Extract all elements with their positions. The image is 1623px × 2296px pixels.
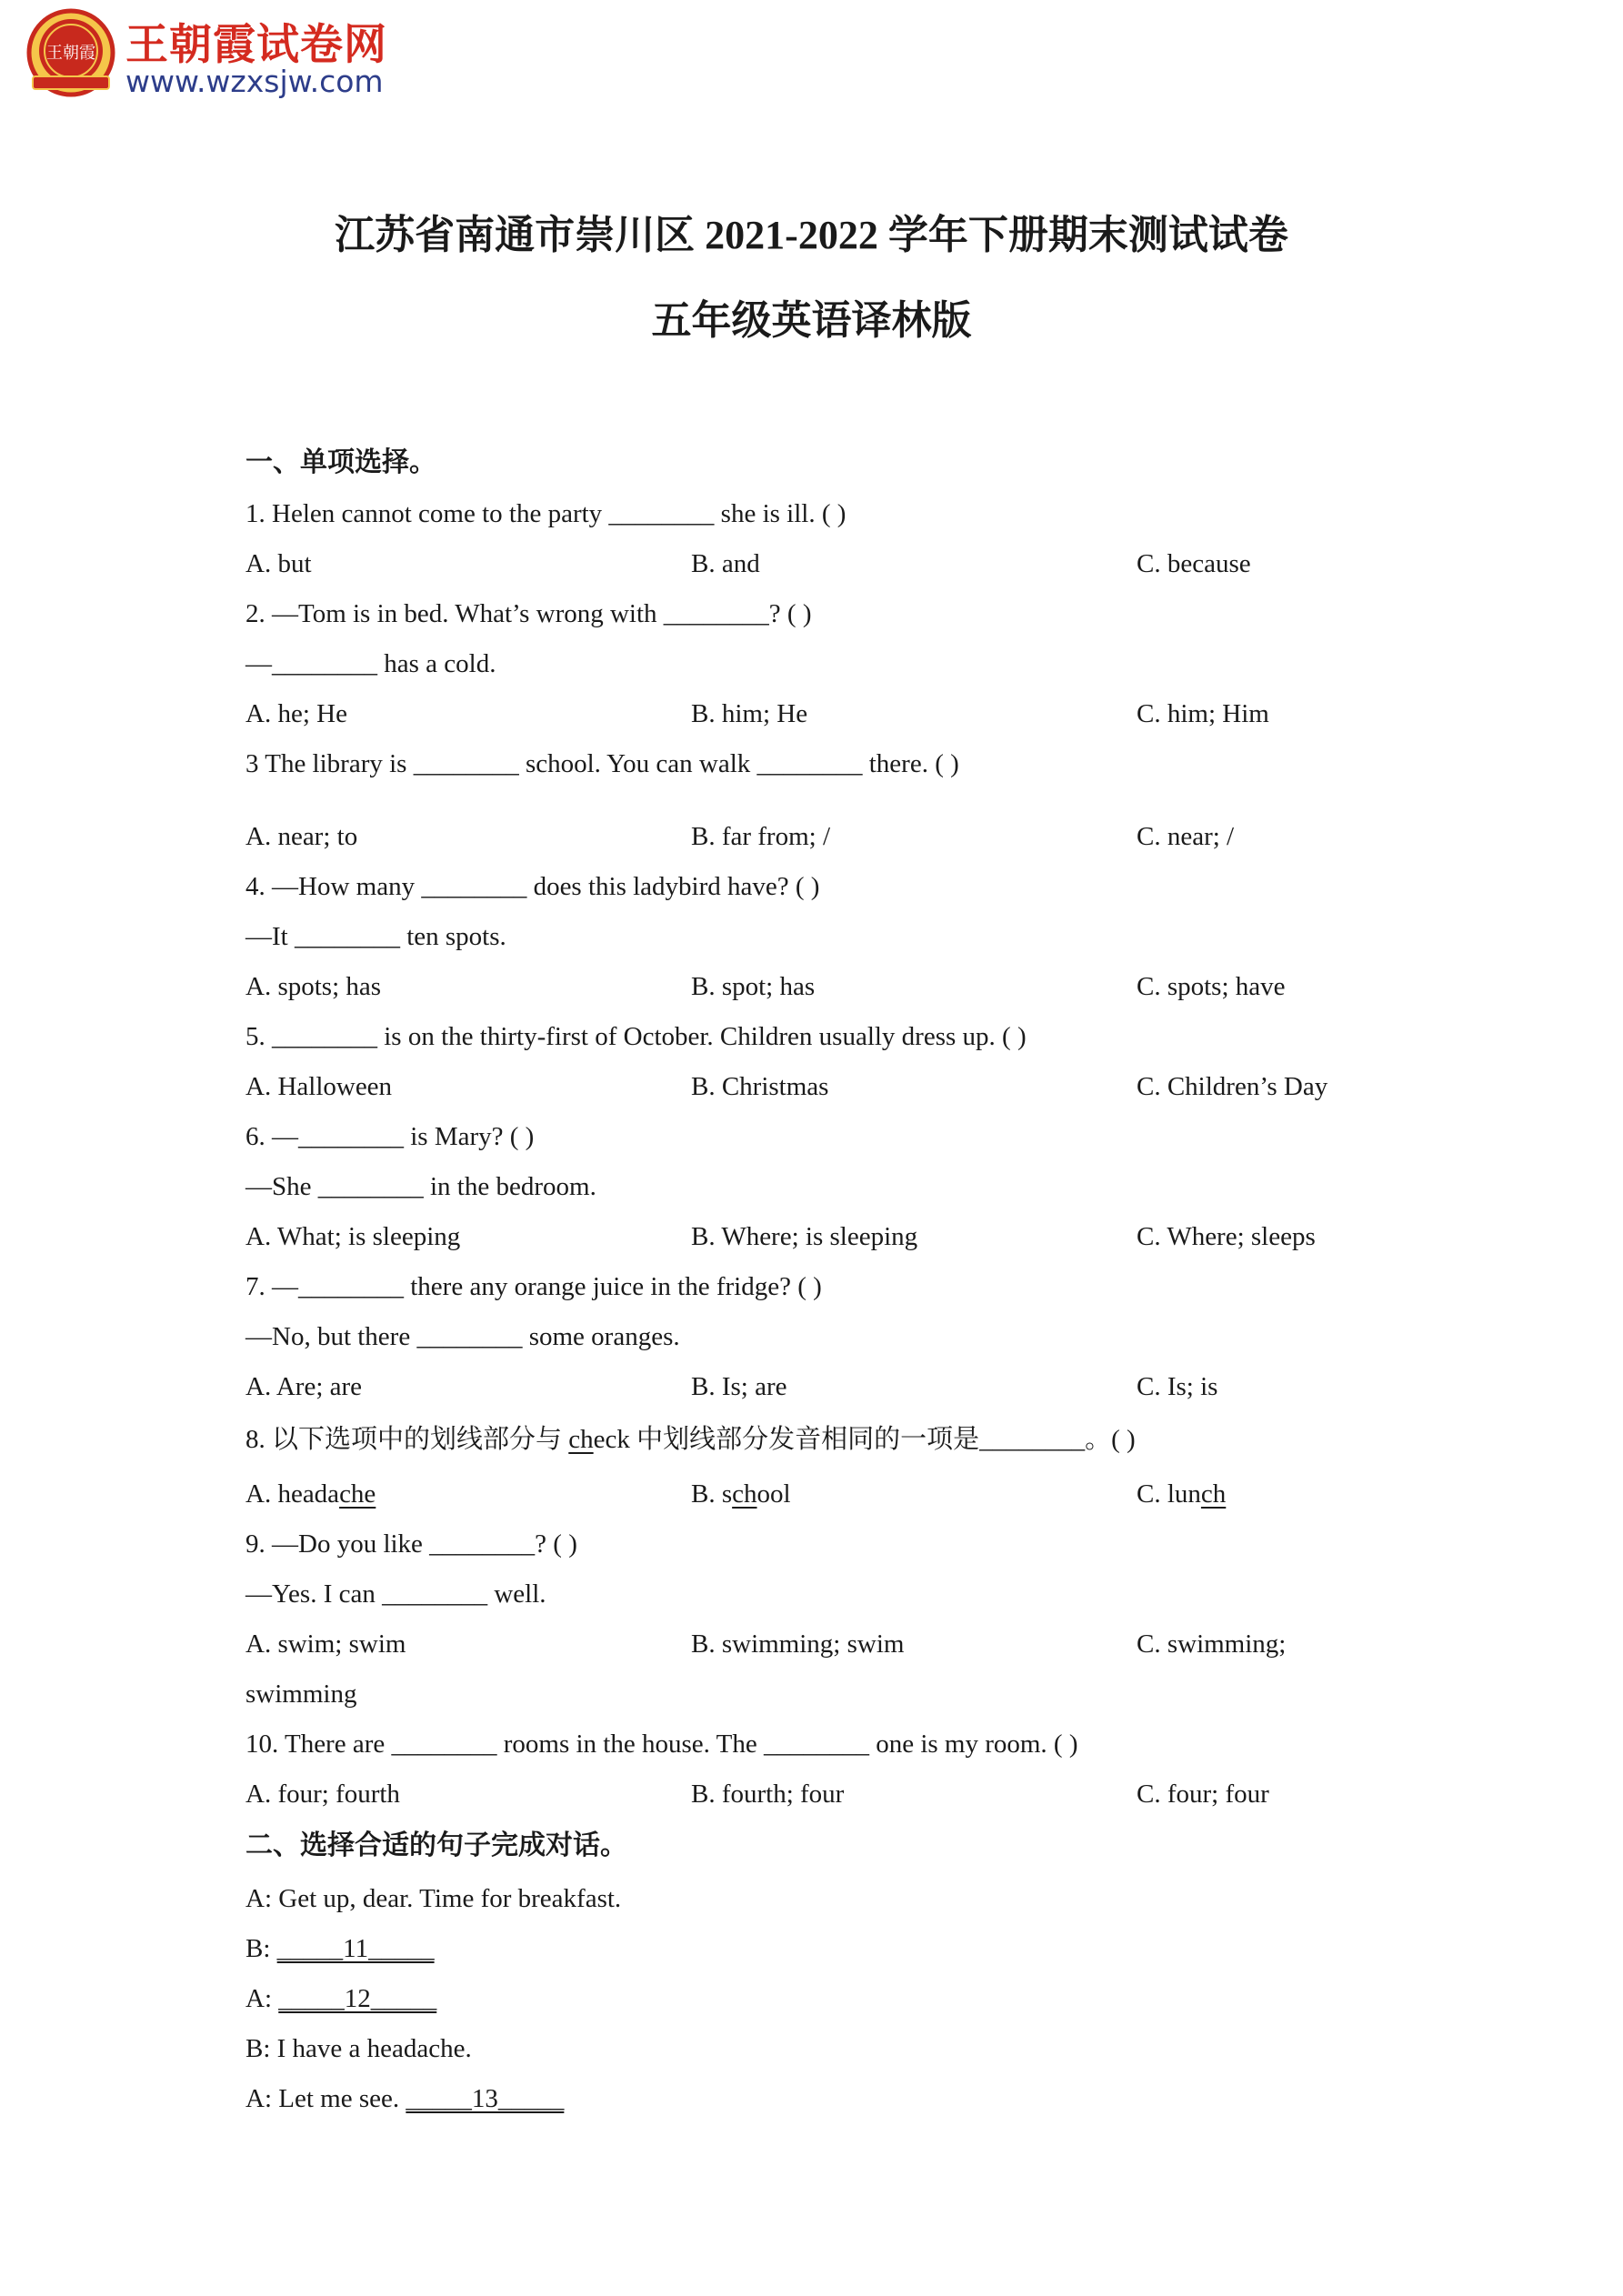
q9-option-b: B. swimming; swim xyxy=(691,1629,905,1659)
section2-heading: 二、选择合适的句子完成对话。 xyxy=(245,1830,627,1860)
q2-stem: 2. —Tom is in bed. What’s wrong with ________? ( ) xyxy=(245,599,812,628)
q4-option-b: B. spot; has xyxy=(691,972,816,1001)
q8-option-b-post: ool xyxy=(756,1479,791,1509)
blank-11: _____11_____ xyxy=(276,1934,435,1963)
q1-option-a: A. but xyxy=(245,549,312,578)
q10-option-b: B. fourth; four xyxy=(691,1780,845,1809)
q8-stem xyxy=(245,1426,1136,1455)
q6-option-a: A. What; is sleeping xyxy=(245,1222,461,1251)
q4-stem-line2: —It ________ ten spots. xyxy=(245,922,506,951)
q10-option-c: C. four; four xyxy=(1137,1780,1269,1809)
q8-underlined-sound: ch xyxy=(568,1425,594,1454)
q7-option-b: B. Is; are xyxy=(691,1372,787,1401)
q1-stem: 1. Helen cannot come to the party ________ she is ill. ( ) xyxy=(245,499,847,528)
q6-option-b: B. Where; is sleeping xyxy=(691,1222,918,1251)
dialogue-line-3 xyxy=(245,1985,436,2014)
q9-stem: 9. —Do you like ________? ( ) xyxy=(245,1529,577,1559)
q5-stem: 5. ________ is on the thirty-first of October. Children usually dress up. ( ) xyxy=(245,1022,1027,1051)
dialogue-speaker-b: B: xyxy=(245,1934,277,1963)
q3-stem: 3 The library is ________ school. You can walk ________ there. ( ) xyxy=(245,749,959,778)
brand-url[interactable]: www.wzxsjw.com xyxy=(125,64,384,99)
q8-stem-suffix: eck 中划线部分发音相同的一项是________。( ) xyxy=(593,1425,1136,1454)
q8-stem-prefix: 8. 以下选项中的划线部分与 xyxy=(245,1425,569,1454)
dialogue-line-2 xyxy=(245,1935,435,1964)
q8-option-b xyxy=(691,1480,791,1509)
q5-option-a: A. Halloween xyxy=(245,1072,393,1101)
dialogue-line-4: B: I have a headache. xyxy=(245,2034,472,2063)
q2-option-b: B. him; He xyxy=(691,699,808,728)
document-title: 江苏省南通市崇川区 2021-2022 学年下册期末测试试卷 xyxy=(335,213,1288,257)
q8-option-c-pre: C. lun xyxy=(1137,1479,1201,1509)
dialogue-speaker-a-2: A: Let me see. xyxy=(245,2084,406,2113)
q6-stem: 6. —________ is Mary? ( ) xyxy=(245,1122,535,1151)
q7-option-a: A. Are; are xyxy=(245,1372,363,1401)
site-logo xyxy=(25,7,416,98)
blank-12: _____12_____ xyxy=(278,1984,437,2013)
q3-option-a: A. near; to xyxy=(245,822,358,851)
seal-emblem-icon xyxy=(25,7,116,98)
q2-stem-line2: —________ has a cold. xyxy=(245,649,496,678)
q8-option-b-underlined: ch xyxy=(732,1479,757,1509)
q7-stem: 7. —________ there any orange juice in the fridge? ( ) xyxy=(245,1272,822,1301)
q4-option-c: C. spots; have xyxy=(1137,972,1286,1001)
q8-option-a-underlined: che xyxy=(339,1479,376,1509)
q8-option-c-underlined: ch xyxy=(1200,1479,1227,1509)
blank-13: _____13_____ xyxy=(406,2084,565,2113)
q2-option-a: A. he; He xyxy=(245,699,347,728)
q7-stem-line2: —No, but there ________ some oranges. xyxy=(245,1322,680,1351)
q6-stem-line2: —She ________ in the bedroom. xyxy=(245,1172,596,1201)
seal-text: 王朝霞 xyxy=(46,44,95,63)
q10-option-a: A. four; fourth xyxy=(245,1780,400,1809)
dialogue-line-1: A: Get up, dear. Time for breakfast. xyxy=(245,1884,622,1913)
q1-option-c: C. because xyxy=(1137,549,1251,578)
q9-option-c: C. swimming; xyxy=(1137,1629,1287,1659)
q3-option-b: B. far from; / xyxy=(691,822,831,851)
dialogue-line-5 xyxy=(245,2085,564,2114)
q3-option-c: C. near; / xyxy=(1137,822,1235,851)
q1-option-b: B. and xyxy=(691,549,760,578)
q5-option-b: B. Christmas xyxy=(691,1072,829,1101)
dialogue-speaker-a: A: xyxy=(245,1984,279,2013)
q8-option-a xyxy=(245,1480,376,1509)
q8-option-c xyxy=(1137,1480,1226,1509)
q9-stem-line2: —Yes. I can ________ well. xyxy=(245,1579,546,1609)
q2-option-c: C. him; Him xyxy=(1137,699,1269,728)
q5-option-c: C. Children’s Day xyxy=(1137,1072,1328,1101)
q6-option-c: C. Where; sleeps xyxy=(1137,1222,1316,1251)
q4-stem: 4. —How many ________ does this ladybird have? ( ) xyxy=(245,872,820,901)
q7-option-c: C. Is; is xyxy=(1137,1372,1218,1401)
q8-option-a-pre: A. heada xyxy=(245,1479,340,1509)
q4-option-a: A. spots; has xyxy=(245,972,382,1001)
q8-option-b-pre: B. s xyxy=(691,1479,733,1509)
q9-option-c-continued: swimming xyxy=(245,1679,357,1709)
q9-option-a: A. swim; swim xyxy=(245,1629,406,1659)
brand-name: 王朝霞试卷网 xyxy=(125,20,387,70)
q10-stem: 10. There are ________ rooms in the house. The ________ one is my room. ( ) xyxy=(245,1730,1078,1759)
document-subtitle: 五年级英语译林版 xyxy=(651,298,972,343)
section1-heading: 一、单项选择。 xyxy=(245,447,436,477)
